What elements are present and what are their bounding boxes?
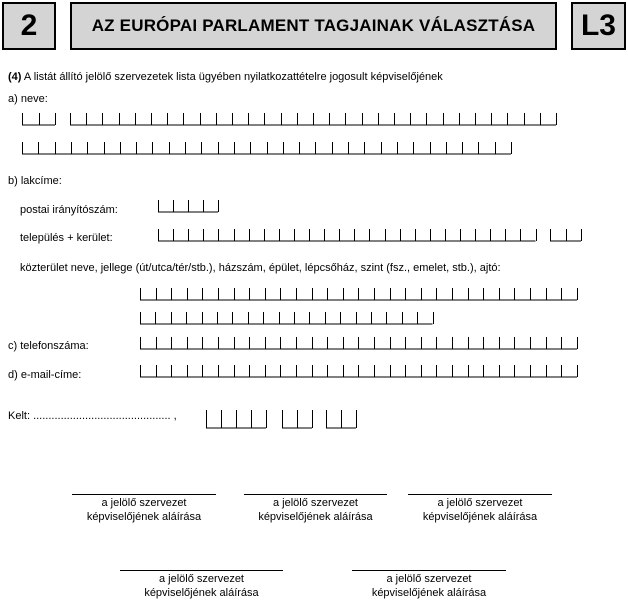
address-label: b) lakcíme: xyxy=(8,175,62,187)
email-label: d) e-mail-címe: xyxy=(8,369,82,381)
email-field[interactable] xyxy=(140,365,578,377)
postal-code-label: postai irányítószám: xyxy=(20,204,118,216)
form-code: L3 xyxy=(580,9,616,42)
name-label: a) neve: xyxy=(8,93,48,105)
street-field-row-2[interactable] xyxy=(140,312,434,324)
street-label: közterület neve, jellege (út/utca/tér/stb.), házszám, épület, lépcsőház, szint (fsz., emelet, stb.), ajtó: xyxy=(20,262,501,274)
date-month-field[interactable] xyxy=(282,410,313,428)
page-number: 2 xyxy=(20,9,38,42)
signature-caption-3a: a jelölő szervezet xyxy=(437,497,523,509)
phone-label: c) telefonszáma: xyxy=(8,340,89,352)
signature-caption-5b: képviselőjének aláírása xyxy=(371,587,487,599)
signature-caption-1a: a jelölő szervezet xyxy=(101,497,187,509)
settlement-label: település + kerület: xyxy=(20,232,113,244)
name-prefix-field[interactable] xyxy=(22,113,56,125)
name-field-row-1[interactable] xyxy=(70,113,557,125)
signature-caption-4a: a jelölő szervezet xyxy=(159,573,244,585)
postal-code-field[interactable] xyxy=(158,200,219,212)
signature-caption-3b: képviselőjének aláírása xyxy=(422,511,538,523)
signature-line-5 xyxy=(352,570,506,600)
signature-line-2 xyxy=(244,494,387,524)
signature-line-1 xyxy=(72,494,216,524)
street-field-row-1[interactable] xyxy=(140,288,578,300)
date-year-field[interactable] xyxy=(206,410,267,428)
signature-caption-4b: képviselőjének aláírása xyxy=(144,587,259,599)
signature-caption-2a: a jelölő szervezet xyxy=(273,497,358,509)
signature-caption-1b: képviselőjének aláírása xyxy=(86,511,202,523)
settlement-field[interactable] xyxy=(158,229,537,241)
signature-line-4 xyxy=(120,570,283,600)
date-day-field[interactable] xyxy=(326,410,357,428)
section-heading-text: A listát állító jelölő szervezetek lista ügyében nyilatkozattételre jogosult képviselőjének xyxy=(23,71,443,83)
page-title: AZ EURÓPAI PARLAMENT TAGJAINAK VÁLASZTÁSA xyxy=(91,16,536,35)
district-field[interactable] xyxy=(550,229,582,241)
phone-field[interactable] xyxy=(140,337,578,349)
signature-caption-5a: a jelölő szervezet xyxy=(386,573,472,585)
signature-line-3 xyxy=(408,494,552,524)
name-field-row-2[interactable] xyxy=(22,142,512,154)
date-label: Kelt: ............................................. , xyxy=(8,410,177,422)
signature-caption-2b: képviselőjének aláírása xyxy=(258,511,373,523)
section-number: (4) xyxy=(8,71,22,83)
